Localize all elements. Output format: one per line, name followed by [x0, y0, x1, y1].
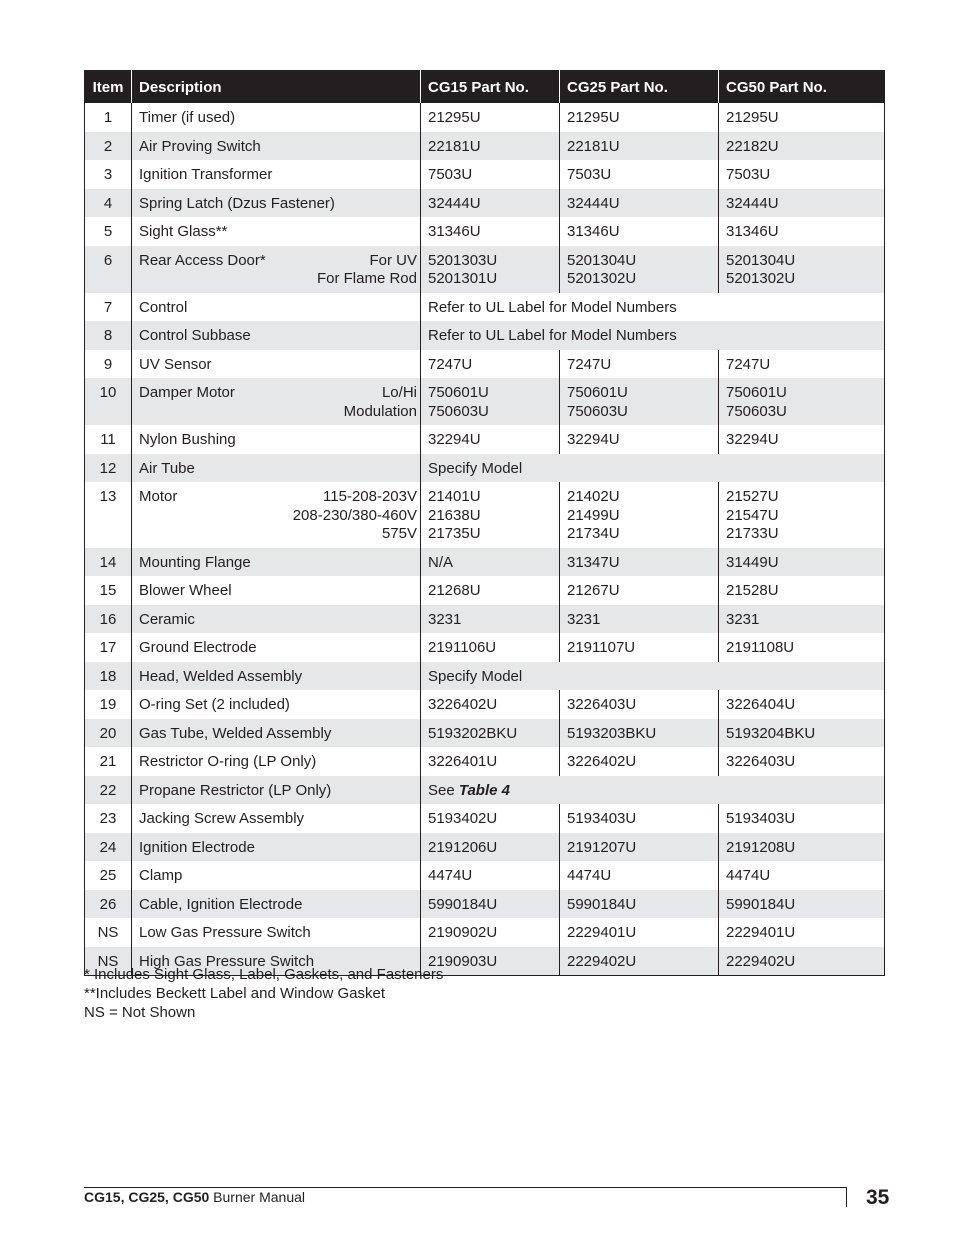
cg50-part-no: 5201304U [726, 251, 796, 269]
description-text: Ceramic [139, 610, 195, 628]
cg25-part-no: 21402U [567, 488, 620, 505]
description-text: Head, Welded Assembly [139, 667, 303, 685]
item-number: 13 [99, 488, 117, 505]
cg15-part-no: 21295U [428, 109, 481, 126]
cg50-part-no-cell [719, 690, 885, 719]
item-number: 5 [103, 223, 113, 240]
cg25-part-no: 21267U [567, 582, 620, 599]
description-text: Blower Wheel [139, 582, 232, 599]
cg50-part-no-cell [719, 350, 885, 379]
variant-label: For UV [369, 251, 417, 269]
cg25-part-no-cell [560, 189, 719, 218]
header-cg25-part-no: CG25 Part No. [560, 71, 719, 104]
variant-label: For Flame Rod [316, 270, 417, 287]
cg15-part-no: 5201301U [428, 270, 498, 287]
cg15-part-no: 3226402U [428, 696, 498, 713]
cg50-part-no: 7247U [726, 355, 771, 373]
cg25-part-no-cell [560, 217, 719, 246]
description-cell [132, 160, 421, 189]
cg50-part-no-cell [719, 633, 885, 662]
cg25-part-no: 21499U [567, 506, 620, 524]
cg15-part-no-cell [421, 160, 560, 189]
item-number: 21 [99, 753, 117, 770]
description-cell [132, 454, 421, 483]
cg15-part-no: 2191106U [428, 639, 497, 656]
cg15-part-no: 2191206U [428, 838, 498, 856]
item-number: 4 [85, 189, 132, 218]
description-cell [132, 132, 421, 161]
cg50-part-no: 5193204BKU [726, 724, 816, 742]
item-number: 25 [99, 867, 117, 884]
cg25-part-no-cell [560, 861, 719, 890]
footnotes [84, 965, 443, 1022]
description-cell [132, 890, 421, 919]
cg15-part-no-cell [421, 350, 560, 379]
cg50-part-no: 3226403U [726, 753, 796, 770]
cg50-part-no: 21527U [726, 488, 779, 505]
cg15-part-no: 22181U [428, 137, 481, 155]
description-cell [132, 189, 421, 218]
table-row [85, 833, 885, 862]
cg25-part-no-cell [560, 246, 719, 293]
item-number: 14 [85, 548, 132, 577]
cg50-part-no-cell [719, 861, 885, 890]
description-cell [132, 482, 421, 548]
cg25-part-no: 5193403U [567, 810, 637, 827]
description-cell [132, 425, 421, 454]
header-row [85, 71, 885, 104]
description-text: Spring Latch (Dzus Fastener) [139, 194, 335, 212]
description-text: Propane Restrictor (LP Only) [139, 781, 332, 799]
item-number: 26 [85, 890, 132, 919]
item-number: 19 [99, 696, 117, 713]
table-row [85, 160, 885, 189]
cg25-part-no-cell [560, 947, 719, 976]
cg50-part-no-cell [719, 576, 885, 605]
variant-label: 575V [381, 525, 417, 542]
cg15-part-no-cell [421, 132, 560, 161]
cg25-part-no: 4474U [567, 867, 612, 884]
item-number: 15 [99, 582, 117, 599]
description-cell [132, 576, 421, 605]
table-row [85, 861, 885, 890]
cg25-part-no-cell [560, 918, 719, 947]
spanning-note: Refer to UL Label for Model Numbers [428, 327, 677, 344]
cg50-part-no-cell [719, 103, 885, 132]
description-text: Air Proving Switch [139, 137, 261, 155]
table-row [85, 918, 885, 947]
cg15-part-no: 5193402U [428, 810, 498, 827]
cg50-part-no-cell [719, 378, 885, 425]
table-row [85, 189, 885, 218]
description-text: Sight Glass** [139, 223, 228, 240]
cg50-part-no-cell [719, 246, 885, 293]
description-text: Damper Motor [139, 384, 235, 401]
description-text: Control [139, 298, 188, 316]
cg25-part-no: 32294U [567, 431, 620, 448]
footnote-sight-glass: **Includes Beckett Label and Window Gasket [84, 985, 386, 1002]
description-text: Cable, Ignition Electrode [139, 895, 303, 913]
table-row [85, 576, 885, 605]
cg25-part-no: 2229402U [567, 952, 637, 970]
description-text: Ground Electrode [139, 639, 257, 656]
header-cg15-part-no: CG15 Part No. [421, 71, 560, 104]
table-reference: Table 4 [458, 781, 510, 799]
description-text: Low Gas Pressure Switch [139, 924, 311, 941]
cg25-part-no-cell [560, 132, 719, 161]
cg50-part-no: 32294U [726, 431, 779, 448]
cg15-part-no-cell [421, 246, 560, 293]
cg15-part-no-cell [421, 576, 560, 605]
spanning-note-prefix: See [428, 781, 459, 799]
description-text: Air Tube [139, 459, 195, 477]
cg15-part-no: 3226401U [428, 753, 498, 770]
cg25-part-no-cell [560, 804, 719, 833]
cg15-part-no: 31346U [428, 223, 481, 240]
description-text: Rear Access Door* [139, 251, 266, 269]
cg50-part-no: 5990184U [726, 895, 796, 913]
description-cell [132, 321, 421, 350]
cg25-part-no-cell [560, 833, 719, 862]
cg25-part-no-cell [560, 103, 719, 132]
spanning-note-cell [421, 321, 885, 350]
cg25-part-no: 21295U [567, 109, 620, 126]
cg25-part-no: 32444U [567, 194, 620, 212]
table-row [85, 350, 885, 379]
footer-manual-title [84, 1189, 305, 1205]
cg15-part-no-cell [421, 217, 560, 246]
cg25-part-no-cell [560, 548, 719, 577]
cg15-part-no-cell [421, 548, 560, 577]
item-number: 24 [85, 833, 132, 862]
cg15-part-no-cell [421, 747, 560, 776]
cg50-part-no-cell [719, 425, 885, 454]
table-row [85, 482, 885, 548]
item-number: 23 [99, 810, 117, 827]
footer-rule [84, 1187, 846, 1188]
cg50-part-no: 2191108U [726, 639, 795, 656]
cg15-part-no: 750603U [428, 402, 489, 420]
cg15-part-no: 7503U [428, 166, 473, 183]
cg25-part-no: 5193203BKU [567, 724, 657, 742]
variant-label: 115-208-203V [323, 488, 417, 505]
cg15-part-no-cell [421, 425, 560, 454]
cg50-part-no-cell [719, 747, 885, 776]
spanning-note-cell [421, 776, 885, 805]
description-cell [132, 776, 421, 805]
cg50-part-no: 31346U [726, 223, 779, 240]
spanning-note: Specify Model [428, 459, 523, 477]
table-row [85, 776, 885, 805]
cg15-part-no-cell [421, 482, 560, 548]
item-number: 8 [85, 321, 132, 350]
cg50-part-no: 2229401U [726, 924, 796, 941]
item-number: 2 [85, 132, 132, 161]
cg50-part-no: 750603U [726, 402, 787, 420]
cg15-part-no-cell [421, 890, 560, 919]
item-number: 20 [85, 719, 132, 748]
description-text: Motor [139, 488, 178, 505]
table-row [85, 633, 885, 662]
table-row [85, 321, 885, 350]
description-cell [132, 662, 421, 691]
item-number: 17 [99, 639, 117, 656]
cg50-part-no: 21295U [726, 109, 779, 126]
cg15-part-no: 750601U [428, 384, 489, 401]
cg50-part-no: 5201302U [726, 270, 796, 287]
cg15-part-no-cell [421, 719, 560, 748]
cg15-part-no: 5201303U [428, 251, 498, 269]
description-cell [132, 690, 421, 719]
cg50-part-no: 22182U [726, 137, 779, 155]
description-cell [132, 378, 421, 425]
cg50-part-no-cell [719, 947, 885, 976]
item-number: 18 [85, 662, 132, 691]
cg50-part-no-cell [719, 189, 885, 218]
description-cell [132, 217, 421, 246]
cg50-part-no: 3231 [726, 610, 760, 628]
cg25-part-no: 5201304U [567, 251, 637, 269]
description-cell [132, 350, 421, 379]
header-item: Item [85, 71, 132, 104]
cg15-part-no: 21268U [428, 582, 481, 599]
cg15-part-no-cell [421, 833, 560, 862]
description-cell [132, 833, 421, 862]
cg25-part-no-cell [560, 350, 719, 379]
item-number: 6 [85, 246, 132, 293]
cg25-part-no-cell [560, 747, 719, 776]
table-row [85, 217, 885, 246]
description-text: Timer (if used) [139, 109, 236, 126]
description-cell [132, 548, 421, 577]
cg25-part-no-cell [560, 160, 719, 189]
description-cell [132, 804, 421, 833]
table-row [85, 548, 885, 577]
item-number: 11 [100, 431, 116, 448]
cg25-part-no-cell [560, 576, 719, 605]
cg25-part-no: 31346U [567, 223, 620, 240]
description-text: Control Subbase [139, 327, 251, 344]
description-cell [132, 633, 421, 662]
table-header [85, 71, 885, 104]
cg50-part-no: 750601U [726, 384, 787, 401]
description-cell [132, 719, 421, 748]
header-cg50-part-no: CG50 Part No. [719, 71, 885, 104]
description-text: Gas Tube, Welded Assembly [139, 724, 332, 742]
cg50-part-no: 5193403U [726, 810, 796, 827]
description-cell [132, 918, 421, 947]
table-row [85, 690, 885, 719]
cg25-part-no: 750603U [567, 402, 628, 420]
footer-manual-name: Burner Manual [209, 1189, 305, 1205]
description-cell [132, 747, 421, 776]
spanning-note-cell [421, 454, 885, 483]
item-number: 3 [103, 166, 113, 183]
cg25-part-no: 21734U [567, 525, 620, 542]
cg50-part-no-cell [719, 482, 885, 548]
item-number: 12 [85, 454, 132, 483]
cg15-part-no: 21401U [428, 488, 481, 505]
cg15-part-no-cell [421, 804, 560, 833]
parts-table [84, 70, 885, 976]
cg25-part-no-cell [560, 719, 719, 748]
cg15-part-no: 5193202BKU [428, 724, 518, 742]
cg25-part-no-cell [560, 605, 719, 634]
spanning-note-cell [421, 293, 885, 322]
description-text: High Gas Pressure Switch [139, 952, 315, 970]
cg25-part-no: 7503U [567, 166, 612, 183]
table-row [85, 293, 885, 322]
cg25-part-no: 5990184U [567, 895, 637, 913]
footer-divider [846, 1187, 847, 1207]
cg25-part-no: 31347U [567, 553, 620, 571]
description-text: Ignition Transformer [139, 166, 273, 183]
cg50-part-no: 21528U [726, 582, 779, 599]
cg25-part-no: 750601U [567, 384, 628, 401]
cg15-part-no: 32294U [428, 431, 481, 448]
cg50-part-no-cell [719, 804, 885, 833]
footnote-not-shown: NS = Not Shown [84, 1004, 196, 1021]
cg50-part-no: 4474U [726, 867, 771, 884]
table-row [85, 246, 885, 293]
item-number: 1 [103, 109, 113, 126]
cg50-part-no: 31449U [726, 553, 779, 571]
cg50-part-no: 21547U [726, 506, 779, 524]
table-row [85, 425, 885, 454]
table-row [85, 890, 885, 919]
cg25-part-no: 2229401U [567, 924, 637, 941]
variant-label: 208-230/380-460V [292, 506, 417, 524]
description-text: Nylon Bushing [139, 431, 236, 448]
cg25-part-no: 3226402U [567, 753, 637, 770]
cg15-part-no: 4474U [428, 867, 473, 884]
cg15-part-no: 21638U [428, 506, 481, 524]
cg15-part-no-cell [421, 918, 560, 947]
page-number: 35 [866, 1186, 890, 1209]
cg15-part-no: 2190902U [428, 924, 498, 941]
item-number: NS [85, 947, 132, 976]
table-row [85, 662, 885, 691]
cg15-part-no-cell [421, 103, 560, 132]
cg50-part-no-cell [719, 548, 885, 577]
table-body [85, 103, 885, 976]
cg15-part-no-cell [421, 861, 560, 890]
cg50-part-no-cell [719, 217, 885, 246]
cg25-part-no-cell [560, 378, 719, 425]
cg25-part-no: 5201302U [567, 270, 637, 287]
cg15-part-no: 5990184U [428, 895, 498, 913]
item-number: 7 [103, 298, 113, 316]
cg50-part-no: 2191208U [726, 838, 796, 856]
cg25-part-no: 7247U [567, 355, 612, 373]
table-row [85, 747, 885, 776]
item-number: 10 [85, 378, 132, 425]
variant-label: Lo/Hi [381, 384, 417, 401]
cg50-part-no-cell [719, 132, 885, 161]
item-number: 22 [85, 776, 132, 805]
description-cell [132, 861, 421, 890]
footnote-door: * Includes Sight Glass, Label, Gaskets, and Fasteners [84, 966, 444, 983]
cg15-part-no: N/A [428, 553, 454, 571]
cg15-part-no: 3231 [428, 610, 462, 628]
description-text: Jacking Screw Assembly [139, 810, 305, 827]
description-text: Ignition Electrode [139, 838, 255, 856]
table-row [85, 132, 885, 161]
description-text: Restrictor O-ring (LP Only) [139, 753, 317, 770]
cg15-part-no-cell [421, 690, 560, 719]
description-text: Clamp [139, 867, 183, 884]
cg15-part-no: 32444U [428, 194, 481, 212]
cg25-part-no: 2191107U [567, 639, 636, 656]
table-row [85, 103, 885, 132]
cg15-part-no: 21735U [428, 525, 481, 542]
spanning-note-cell [421, 662, 885, 691]
item-number: 9 [103, 355, 113, 373]
cg50-part-no: 3226404U [726, 696, 796, 713]
cg25-part-no: 3231 [567, 610, 601, 628]
cg50-part-no-cell [719, 605, 885, 634]
cg50-part-no-cell [719, 719, 885, 748]
cg50-part-no: 7503U [726, 166, 771, 183]
cg25-part-no-cell [560, 482, 719, 548]
description-cell [132, 103, 421, 132]
cg25-part-no-cell [560, 890, 719, 919]
description-cell [132, 605, 421, 634]
table-row [85, 605, 885, 634]
table-row [85, 378, 885, 425]
cg50-part-no: 2229402U [726, 952, 796, 970]
cg50-part-no-cell [719, 890, 885, 919]
cg25-part-no-cell [560, 633, 719, 662]
item-number: NS [97, 924, 119, 941]
description-cell [132, 246, 421, 293]
cg15-part-no-cell [421, 605, 560, 634]
cg15-part-no: 7247U [428, 355, 473, 373]
description-cell [132, 293, 421, 322]
table-row [85, 454, 885, 483]
spanning-note: Refer to UL Label for Model Numbers [428, 298, 677, 316]
cg50-part-no: 32444U [726, 194, 779, 212]
cg50-part-no-cell [719, 918, 885, 947]
table-row [85, 804, 885, 833]
cg15-part-no-cell [421, 633, 560, 662]
description-text: UV Sensor [139, 355, 212, 373]
spanning-note: Specify Model [428, 667, 523, 685]
cg25-part-no-cell [560, 425, 719, 454]
description-text: O-ring Set (2 included) [139, 696, 290, 713]
cg15-part-no-cell [421, 189, 560, 218]
cg15-part-no: 2190903U [428, 952, 498, 970]
cg25-part-no: 2191207U [567, 838, 637, 856]
description-text: Mounting Flange [139, 553, 251, 571]
table-row [85, 719, 885, 748]
cg50-part-no: 21733U [726, 525, 779, 542]
cg50-part-no-cell [719, 833, 885, 862]
footer-models: CG15, CG25, CG50 [84, 1189, 210, 1205]
header-description: Description [132, 71, 421, 104]
cg25-part-no: 22181U [567, 137, 620, 155]
cg50-part-no-cell [719, 160, 885, 189]
item-number: 16 [85, 605, 132, 634]
variant-label: Modulation [343, 402, 417, 420]
cg15-part-no-cell [421, 378, 560, 425]
cg25-part-no-cell [560, 690, 719, 719]
cg25-part-no: 3226403U [567, 696, 637, 713]
